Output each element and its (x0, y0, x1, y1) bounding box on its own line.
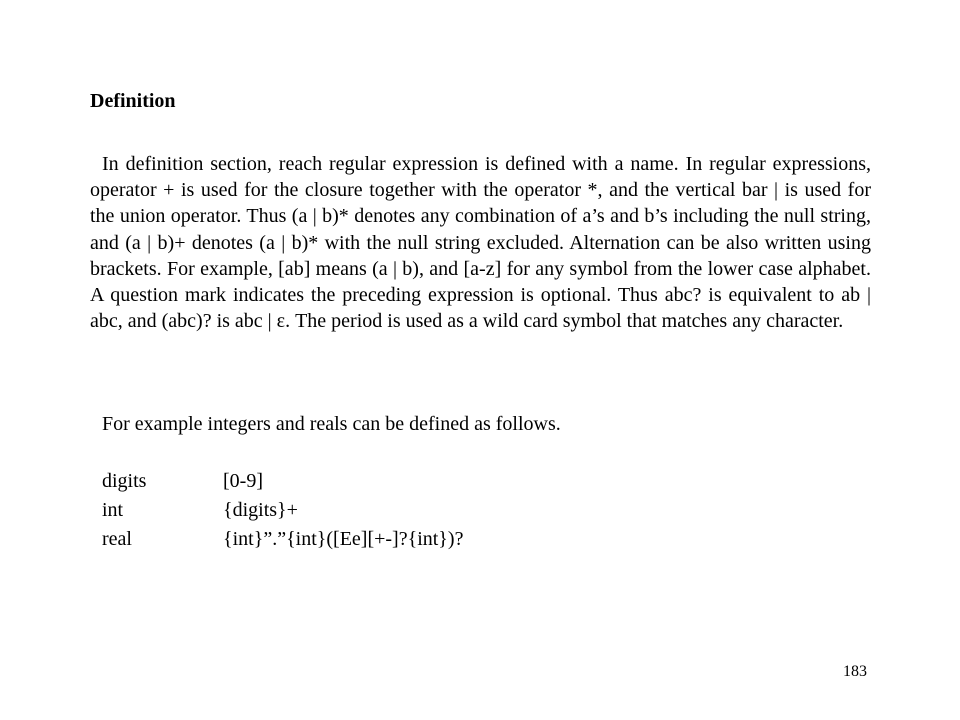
definition-paragraph: In definition section, reach regular expression is defined with a name. In regular expressions, operator + is used for the closure together with the operator *, and the vertical bar | is used for the union operator. Thus (a | b)* denotes any combination of a’s and b’s including the null string, and (a | b)+ denotes (a | b)* with the null string excluded. Alternation can be also written using brackets. For example, [ab] means (a | b), and [a-z] for any symbol from the lower case alphabet. A question mark indicates the preceding expression is optional. Thus abc? is equivalent to ab | abc, and (abc)? is abc | ε. The period is used as a wild card symbol that matches any character. (90, 153, 871, 333)
section-heading: Definition (90, 90, 176, 112)
definition-pattern: {int}”.”{int}([Ee][+-]?{int})? (223, 528, 464, 550)
example-intro: For example integers and reals can be defined as follows. (102, 413, 561, 435)
definition-name: real (102, 528, 132, 550)
page-number: 183 (843, 663, 867, 680)
definition-pattern: {digits}+ (223, 499, 298, 521)
definition-name: digits (102, 470, 147, 492)
definition-name: int (102, 499, 124, 521)
definition-pattern: [0-9] (223, 470, 263, 492)
